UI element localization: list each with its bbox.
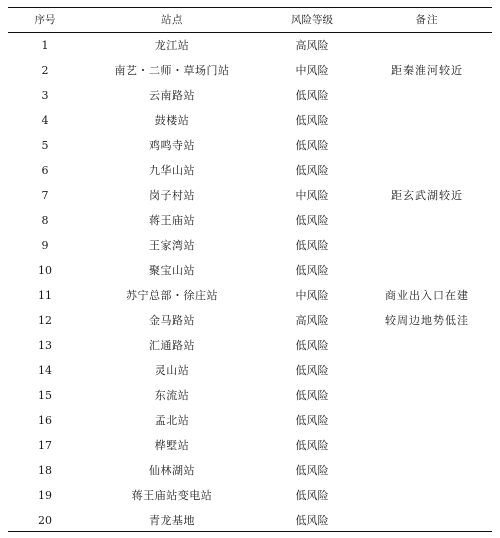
table-row	[8, 108, 492, 133]
remark	[362, 333, 492, 358]
remark	[362, 483, 492, 508]
station-name: 云南路站	[149, 89, 195, 102]
station-name: 蒋王庙站	[149, 214, 195, 227]
risk-level: 低风险	[295, 364, 329, 377]
row-number: 17	[38, 439, 52, 452]
station-name: 岗子村站	[149, 189, 195, 202]
remark	[362, 508, 492, 533]
table-row	[8, 183, 492, 208]
row-number: 11	[38, 289, 52, 302]
station-name: 灵山站	[154, 364, 190, 377]
header-note: 备注	[415, 14, 439, 26]
remark	[362, 208, 492, 233]
remark	[362, 233, 492, 258]
station-name: 南艺・二师・草场门站	[114, 64, 230, 77]
row-number: 15	[38, 389, 52, 402]
station-name: 王家湾站	[149, 239, 195, 252]
risk-level: 高风险	[295, 314, 329, 327]
table-bottom-rule	[8, 531, 492, 532]
remark: 较周边地势低洼	[385, 314, 469, 327]
row-number: 13	[38, 339, 52, 352]
table-row	[8, 58, 492, 83]
row-number: 4	[41, 114, 49, 127]
risk-level: 低风险	[295, 489, 329, 502]
remark	[362, 258, 492, 283]
station-name: 孟北站	[154, 414, 190, 427]
risk-level: 中风险	[295, 64, 329, 77]
risk-level: 低风险	[295, 264, 329, 277]
row-number: 8	[41, 214, 49, 227]
risk-level: 低风险	[295, 89, 329, 102]
table-row	[8, 133, 492, 158]
risk-level: 低风险	[295, 164, 329, 177]
risk-level: 低风险	[295, 414, 329, 427]
remark: 距秦淮河较近	[391, 64, 463, 77]
table-row	[8, 258, 492, 283]
row-number: 16	[38, 414, 52, 427]
table-row	[8, 383, 492, 408]
risk-level: 低风险	[295, 439, 329, 452]
header-no: 序号	[34, 14, 56, 26]
remark	[362, 33, 492, 58]
row-number: 5	[41, 139, 49, 152]
row-number: 18	[38, 464, 52, 477]
row-number: 14	[38, 364, 52, 377]
table-row	[8, 158, 492, 183]
risk-level: 低风险	[295, 139, 329, 152]
table-row	[8, 483, 492, 508]
remark	[362, 83, 492, 108]
remark	[362, 458, 492, 483]
table-header-row	[8, 8, 492, 33]
header-risk: 风险等级	[291, 14, 333, 26]
risk-level: 高风险	[295, 39, 329, 52]
row-number: 19	[38, 489, 52, 502]
remark	[362, 383, 492, 408]
remark	[362, 358, 492, 383]
table-row	[8, 408, 492, 433]
station-name: 蒋王庙站变电站	[131, 489, 213, 502]
table-row	[8, 83, 492, 108]
risk-level: 中风险	[295, 189, 329, 202]
row-number: 20	[38, 514, 52, 527]
risk-level: 低风险	[295, 239, 329, 252]
risk-level: 低风险	[295, 464, 329, 477]
station-name: 聚宝山站	[149, 264, 195, 277]
table-row	[8, 208, 492, 233]
remark	[362, 108, 492, 133]
station-name: 鸡鸣寺站	[149, 139, 195, 152]
row-number: 9	[41, 239, 49, 252]
risk-level: 低风险	[295, 114, 329, 127]
table-row	[8, 333, 492, 358]
risk-level: 低风险	[295, 514, 329, 527]
remark: 距玄武湖较近	[391, 189, 463, 202]
table-row	[8, 308, 492, 333]
table-row	[8, 233, 492, 258]
row-number: 2	[41, 64, 49, 77]
remark	[362, 133, 492, 158]
station-name: 苏宁总部・徐庄站	[126, 289, 218, 302]
remark	[362, 433, 492, 458]
row-number: 3	[41, 89, 49, 102]
station-name: 鼓楼站	[154, 114, 190, 127]
station-name: 龙江站	[154, 39, 190, 52]
remark	[362, 408, 492, 433]
station-name: 东流站	[154, 389, 190, 402]
table-row	[8, 508, 492, 533]
remark	[362, 158, 492, 183]
risk-level: 低风险	[295, 389, 329, 402]
row-number: 1	[41, 39, 49, 52]
table-row	[8, 33, 492, 58]
station-name: 仙林湖站	[149, 464, 195, 477]
station-name: 汇通路站	[149, 339, 195, 352]
station-name: 青龙基地	[149, 514, 195, 527]
risk-level: 低风险	[295, 214, 329, 227]
risk-level: 低风险	[295, 339, 329, 352]
table-row	[8, 358, 492, 383]
row-number: 10	[38, 264, 52, 277]
row-number: 7	[41, 189, 49, 202]
header-station: 站点	[161, 14, 183, 26]
risk-level: 中风险	[295, 289, 329, 302]
row-number: 6	[41, 164, 49, 177]
station-name: 九华山站	[149, 164, 195, 177]
row-number: 12	[38, 314, 52, 327]
table-row	[8, 458, 492, 483]
table-row	[8, 283, 492, 308]
table-row	[8, 433, 492, 458]
remark: 商业出入口在建	[385, 289, 469, 302]
station-name: 金马路站	[149, 314, 195, 327]
station-name: 桦墅站	[154, 439, 190, 452]
